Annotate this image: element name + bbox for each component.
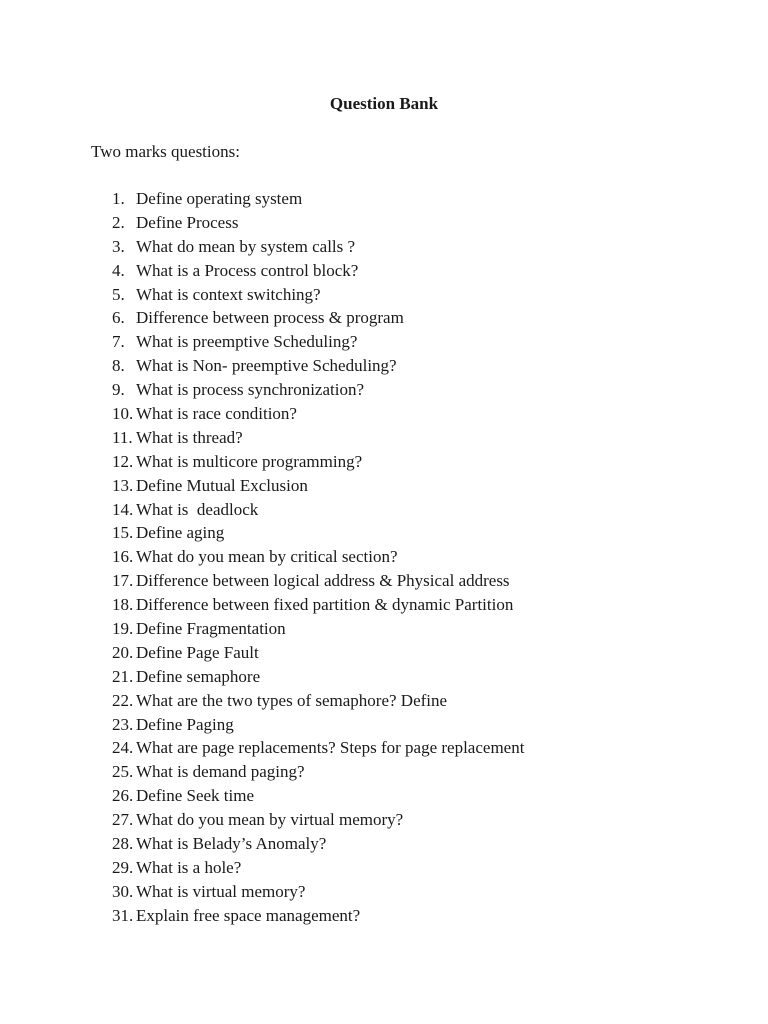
question-number: 2.: [112, 212, 125, 232]
question-text: Define Process: [136, 212, 239, 232]
question-number: 27.: [112, 810, 134, 830]
question-number: 23.: [112, 714, 134, 734]
question-number: 30.: [112, 881, 134, 901]
question-number: 31.: [112, 905, 134, 925]
question-number: 24.: [112, 738, 134, 758]
question-text: What are the two types of semaphore? Define: [136, 690, 448, 710]
question-number: 3.: [112, 236, 125, 256]
question-text: Define aging: [136, 523, 225, 543]
question-number: 7.: [112, 332, 125, 352]
question-number: 6.: [112, 308, 125, 328]
question-text: What is Belady’s Anomaly?: [136, 834, 327, 854]
question-number: 15.: [112, 523, 134, 543]
question-number: 8.: [112, 356, 125, 376]
question-number: 12.: [112, 451, 134, 471]
question-number: 29.: [112, 857, 134, 877]
question-number: 26.: [112, 786, 134, 806]
question-number: 10.: [112, 404, 134, 424]
question-text: Difference between fixed partition & dynamic Partition: [136, 595, 514, 615]
question-text: What is virtual memory?: [136, 881, 306, 901]
question-text: What is Non- preemptive Scheduling?: [136, 356, 397, 376]
question-text: What is preemptive Scheduling?: [136, 332, 358, 352]
question-text: Define Seek time: [136, 786, 255, 806]
question-text: Define Mutual Exclusion: [136, 475, 308, 495]
question-text: What is multicore programming?: [136, 451, 363, 471]
question-number: 20.: [112, 642, 134, 662]
question-number: 1.: [112, 189, 125, 208]
question-text: Define Paging: [136, 714, 234, 734]
question-text: Define semaphore: [136, 666, 261, 686]
question-number: 11.: [112, 427, 133, 447]
question-text: Define operating system: [136, 189, 303, 208]
question-number: 28.: [112, 834, 134, 854]
question-number: 5.: [112, 284, 125, 304]
question-text: What do you mean by critical section?: [136, 547, 398, 567]
question-text: What is demand paging?: [136, 762, 305, 782]
question-number: 17.: [112, 571, 134, 591]
question-text: What is a Process control block?: [136, 260, 359, 280]
question-text: What is race condition?: [136, 404, 297, 424]
question-number: 22.: [112, 690, 134, 710]
question-text: Define Fragmentation: [136, 619, 286, 639]
question-number: 14.: [112, 499, 134, 519]
question-text: Explain free space management?: [136, 905, 361, 925]
question-text: What is context switching?: [136, 284, 321, 304]
question-text: What is a hole?: [136, 857, 242, 877]
question-number: 16.: [112, 547, 134, 567]
question-number: 13.: [112, 475, 134, 495]
question-number: 18.: [112, 595, 134, 615]
section-heading: Two marks questions:: [91, 142, 240, 161]
question-number: 21.: [112, 666, 134, 686]
question-number: 9.: [112, 380, 125, 400]
document-title: Question Bank: [329, 94, 439, 113]
question-number: 19.: [112, 619, 134, 639]
question-text: What do you mean by virtual memory?: [136, 810, 404, 830]
question-number: 25.: [112, 762, 134, 782]
question-text: Difference between process & program: [136, 308, 404, 328]
question-text: What are page replacements? Steps for page replacement: [136, 738, 525, 758]
question-text: Define Page Fault: [136, 642, 259, 662]
question-text: What is process synchronization?: [136, 380, 365, 400]
question-text: Difference between logical address & Physical address: [136, 571, 510, 591]
question-text: What do mean by system calls ?: [136, 236, 356, 256]
question-text: What is thread?: [136, 427, 243, 447]
question-text: What is deadlock: [136, 499, 259, 519]
question-number: 4.: [112, 260, 125, 280]
